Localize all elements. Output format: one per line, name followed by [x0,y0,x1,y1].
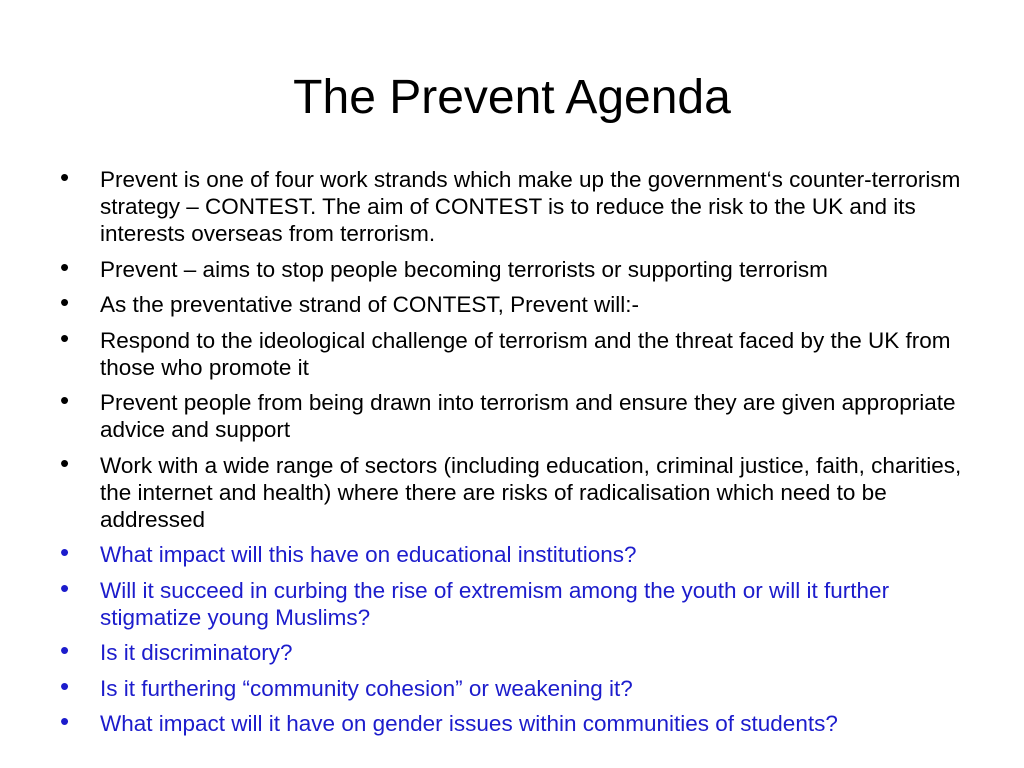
bullet-text: As the preventative strand of CONTEST, Prevent will:- [100,292,639,317]
question-text: What impact will this have on educational institutions? [100,542,637,567]
bullet-item [58,162,978,247]
bullet-icon: • [60,287,70,317]
bullet-icon: • [60,537,70,567]
bullet-icon: • [60,251,70,282]
bullet-icon: • [60,572,70,603]
bullet-item [58,251,978,283]
bullet-icon: • [60,162,70,192]
bullet-text: Prevent is one of four work strands which make up the government‘s counter-terrorism strategy – CONTEST. The aim of CONTEST is to reduce the risk to the UK and its interests overseas from terrorism. [100,167,961,246]
bullet-icon: • [60,670,70,701]
slide-title: The Prevent Agenda [293,71,731,124]
bullet-item [58,385,978,443]
question-item [58,537,978,568]
bullet-icon: • [60,447,70,478]
bullet-list [58,162,978,746]
question-text: What impact will it have on gender issues within communities of students? [100,711,838,736]
question-text: Will it succeed in curbing the rise of extremism among the youth or will it further stigmatize young Muslims? [100,577,890,630]
bullet-text: Prevent people from being drawn into terrorism and ensure they are given appropriate advice and support [100,390,956,442]
bullet-text: Prevent – aims to stop people becoming terrorists or supporting terrorism [100,256,828,282]
bullet-icon: • [60,322,70,353]
question-item [58,706,978,737]
bullet-icon: • [60,385,70,415]
bullet-item [58,322,978,381]
bullet-item [58,287,978,318]
bullet-item [58,447,978,533]
question-item [58,572,978,631]
bullet-icon: • [60,706,70,736]
bullet-text: Respond to the ideological challenge of terrorism and the threat faced by the UK from those who promote it [100,327,951,380]
bullet-text: Work with a wide range of sectors (including education, criminal justice, faith, charities, the internet and health) where there are risks of radicalisation which need to be addressed [100,452,962,532]
bullet-icon: • [60,635,70,665]
question-item [58,670,978,702]
question-text: Is it furthering “community cohesion” or weakening it? [100,675,633,701]
question-item [58,635,978,666]
question-text: Is it discriminatory? [100,640,293,665]
